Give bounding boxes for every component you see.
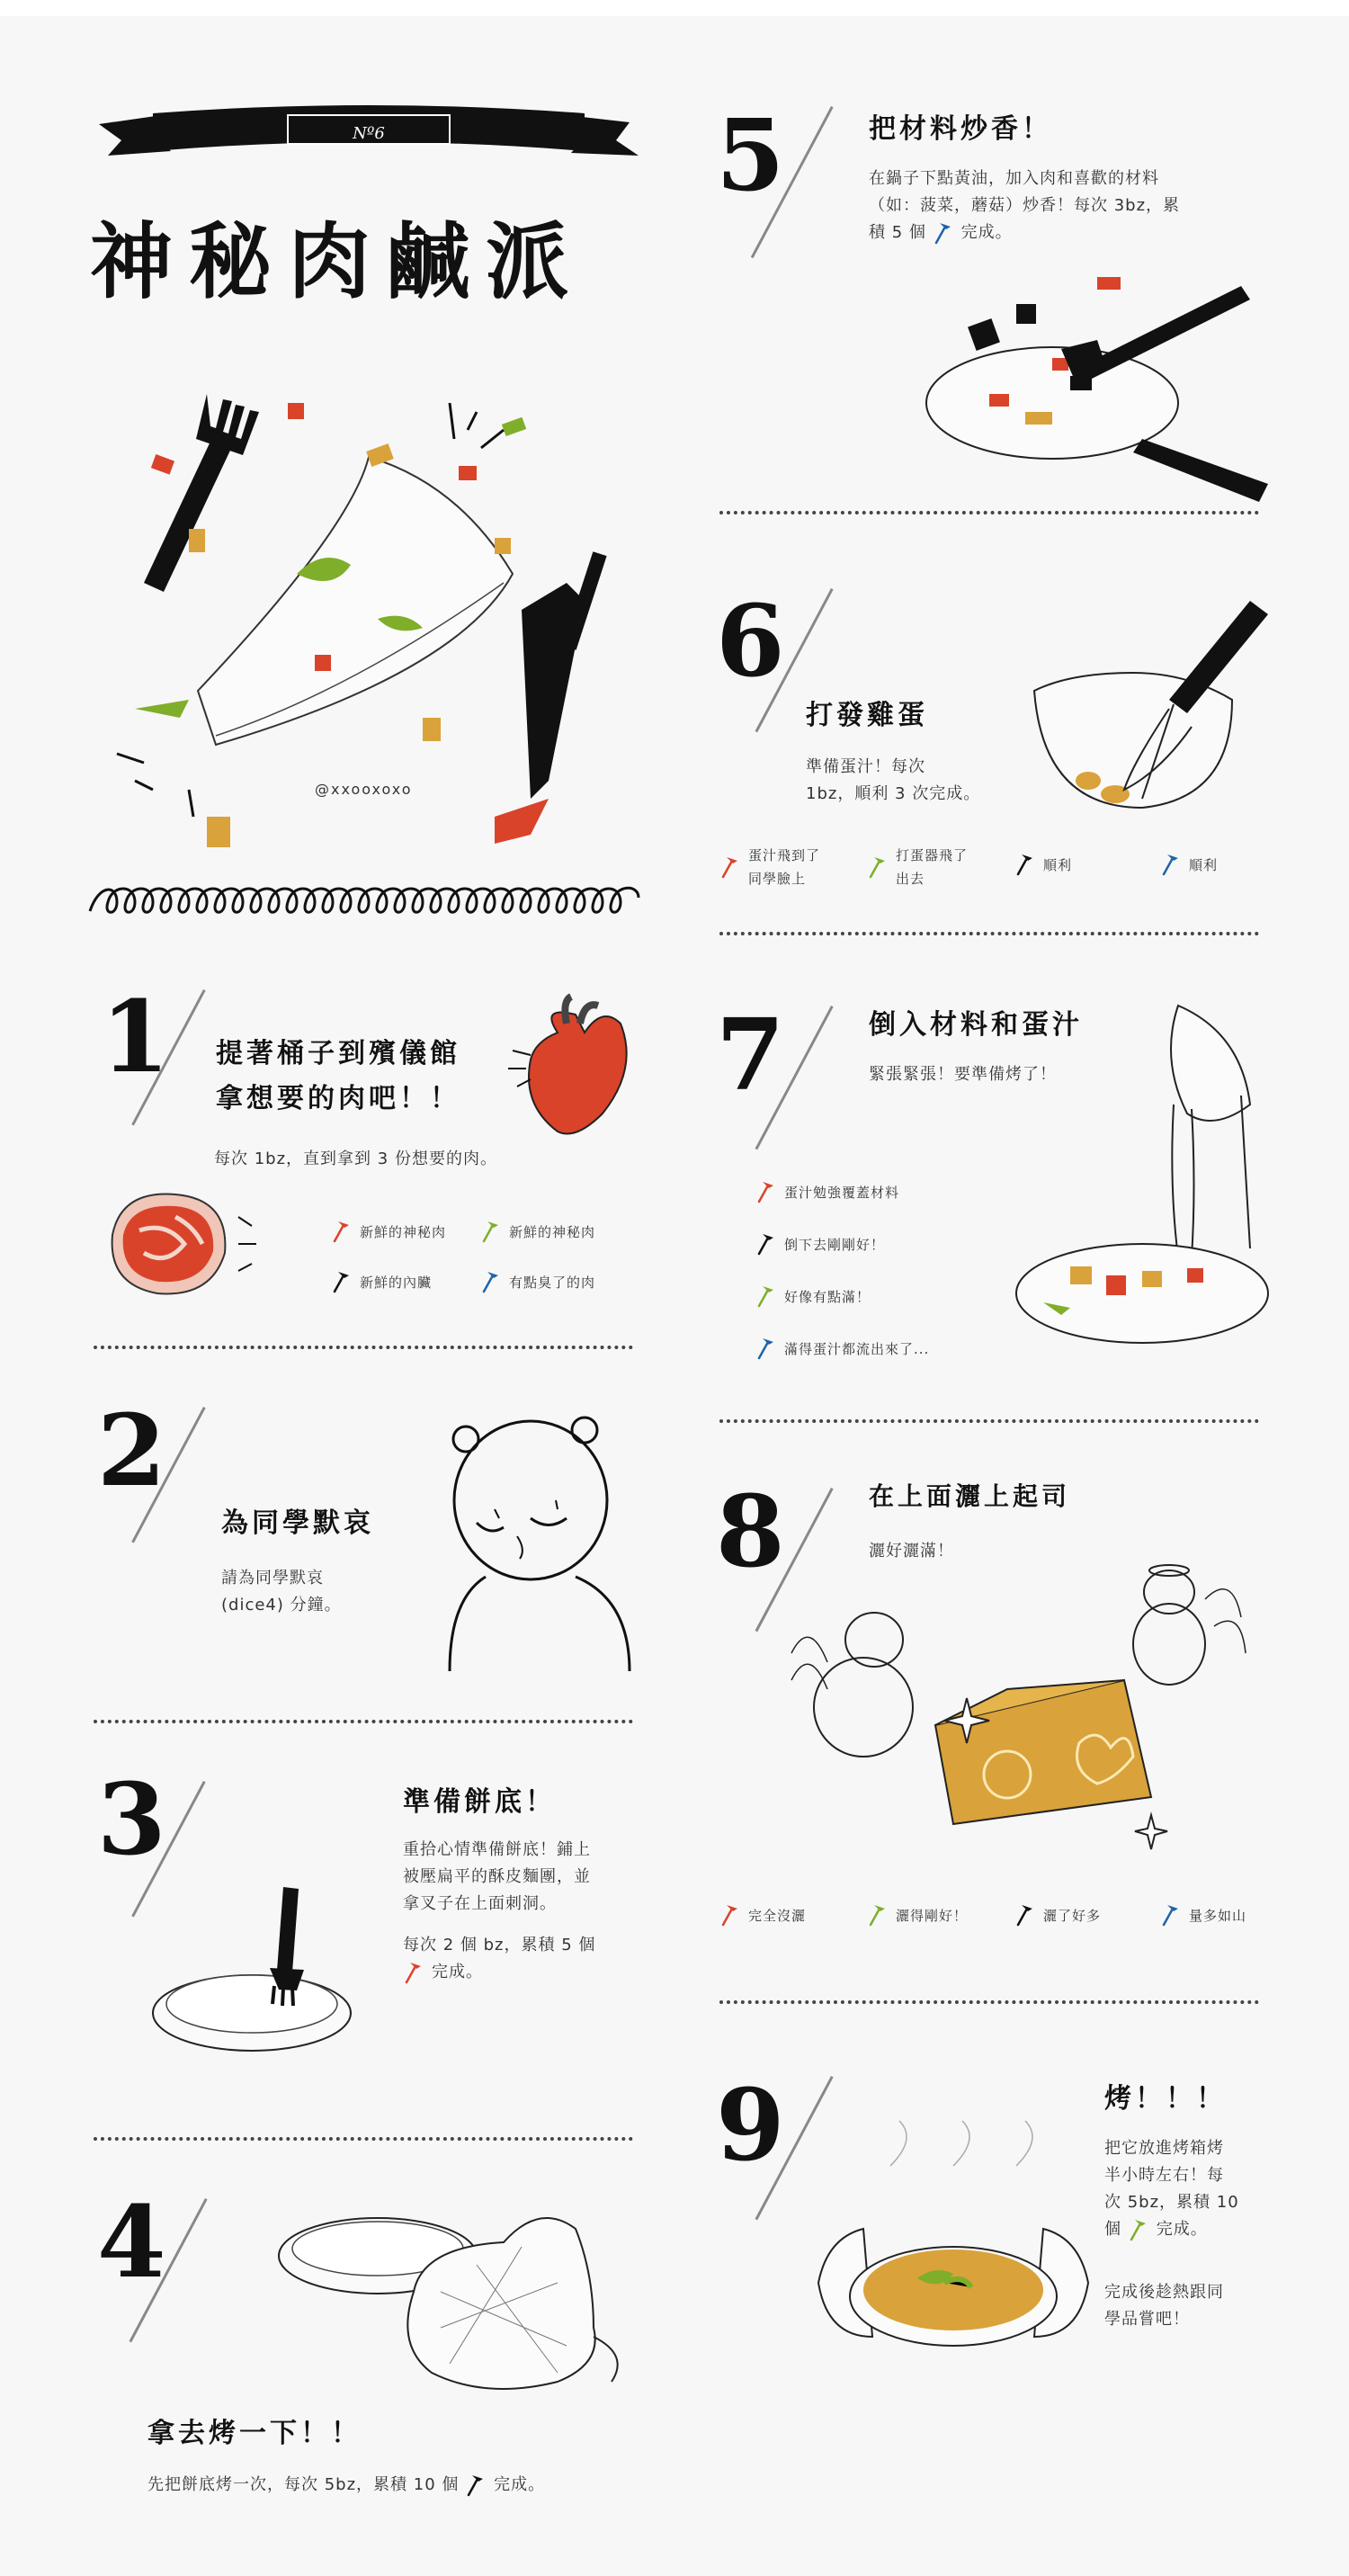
legend-item: 順利 [1014,853,1072,876]
step-body-line5: 完成後趁熱跟同 [1104,2283,1224,2302]
pie-slice-illustration [81,313,657,853]
pushpin-icon [755,1337,775,1360]
step-number: 1 [101,979,170,1095]
squiggle-divider [90,880,648,925]
baked-pie-illustration [809,2130,1097,2400]
step-title: 在上面灑上起司 [869,1481,1071,1511]
step-title: 準備餅底！ [403,1786,556,1818]
pouring-pitcher-illustration [1007,1006,1277,1365]
pushpin-icon [480,1220,500,1243]
step-body-line2: 半小時左右！每 [1104,2166,1224,2185]
legend-item: 打蛋器飛了 出去 [867,844,968,890]
section-divider [94,1720,633,1723]
step-title: 拿去烤一下！！ [147,2418,362,2449]
step-title: 為同學默哀 [221,1507,374,1539]
frying-pan-illustration [917,268,1295,502]
step-number: 9 [716,2067,785,2183]
legend-item: 灑了好多 [1014,1903,1101,1927]
legend-item: 有點臭了的肉 [480,1270,595,1293]
section-divider [719,932,1259,935]
tart-and-oven-mitt-illustration [270,2193,648,2400]
pushpin-icon [755,1284,775,1308]
step-body-line4: 個 完成。 [1104,2216,1208,2243]
artist-credit: @xxooxoxo [315,781,413,798]
legend-item: 蛋汁勉強覆蓋材料 [755,1180,899,1203]
step-body: 灑好灑滿！ [869,1542,954,1561]
legend-item: 倒下去剛剛好！ [755,1232,885,1256]
legend-item: 好像有點滿！ [755,1284,871,1308]
step-body-line2: 被壓扁平的酥皮麵團，並 [403,1867,591,1886]
step-title-line2: 拿想要的肉吧！！ [216,1083,460,1114]
steak-icon [103,1181,256,1307]
step-body-line3: 積 5 個 完成。 [869,219,1013,246]
section-divider [719,511,1259,514]
step-body-line1: 請為同學默哀 [221,1569,324,1588]
step-body-line3: 拿叉子在上面刺洞。 [403,1894,557,1913]
ribbon-text: Nº6 [353,124,385,143]
pushpin-icon [1160,1903,1180,1927]
pushpin-icon [1014,1903,1034,1927]
step-number: 6 [716,583,785,699]
step-body-line1: 在鍋子下點黃油，加入肉和喜歡的材料 [869,169,1159,188]
fork-icon [144,394,259,592]
legend-item: 滿得蛋汁都流出來了... [755,1337,929,1360]
pushpin-icon [1160,853,1180,876]
step-number: 2 [97,1392,166,1508]
pushpin-icon [755,1180,775,1203]
step-body: 緊張緊張！要準備烤了！ [869,1065,1057,1084]
legend-item: 新鮮的內臟 [331,1270,432,1293]
pushpin-icon [1014,853,1034,876]
legend-item: 完全沒灑 [719,1903,806,1927]
pie-slice [198,457,513,745]
whisk-bowl-illustration [1025,592,1277,826]
pushpin-icon [331,1270,351,1293]
step-number: 4 [97,2184,166,2300]
step-body-line2: 1bz，順利 3 次完成。 [806,784,981,803]
step-body-line1: 準備蛋汁！每次 [806,757,925,776]
step-title: 烤！！！ [1104,2083,1227,2115]
section-divider [719,1419,1259,1423]
step-body-line5: 完成。 [403,1959,483,1986]
step-number: 3 [97,1761,166,1877]
anatomical-heart-icon [504,997,648,1149]
legend-item: 新鮮的神秘肉 [480,1220,595,1243]
step-title: 倒入材料和蛋汁 [869,1009,1083,1041]
step-title: 把材料炒香！ [869,113,1052,145]
pushpin-icon [465,2473,485,2497]
step-body-line2: （如：菠菜，蘑菇）炒香！每次 3bz，累 [869,196,1181,215]
page-title: 神秘肉鹹派 [90,213,585,310]
pushpin-icon [331,1220,351,1243]
step-body-line3: 次 5bz，累積 10 [1104,2193,1239,2212]
section-divider [94,2137,633,2141]
legend-item: 灑得剛好！ [867,1903,968,1927]
legend-item: 量多如山 [1160,1903,1246,1927]
pushpin-icon [480,1270,500,1293]
step-body-line1: 把它放進烤箱烤 [1104,2139,1224,2158]
step-number: 7 [716,997,785,1113]
header-illustration [81,88,657,826]
step-title: 打發雞蛋 [806,700,928,731]
step-body: 先把餅底烤一次，每次 5bz，累積 10 個 完成。 [147,2472,545,2499]
knife-icon [522,551,607,799]
step-number: 5 [716,97,785,213]
step-number: 8 [716,1473,785,1589]
angels-and-cheese-illustration [773,1545,1277,1887]
legend-item: 新鮮的神秘肉 [331,1220,446,1243]
section-divider [94,1346,633,1349]
pushpin-icon [403,1961,423,1984]
pushpin-icon [867,1903,887,1927]
step-body-line6: 學品嘗吧！ [1104,2310,1190,2329]
recipe-page [0,16,1349,2576]
pushpin-icon [719,1903,739,1927]
legend-item: 順利 [1160,853,1218,876]
section-divider [719,2000,1259,2004]
legend-item: 蛋汁飛到了 同學臉上 [719,844,820,890]
step-body-line2: (dice4) 分鐘。 [221,1596,342,1614]
pushpin-icon [867,855,887,879]
pushpin-icon [933,221,952,245]
step-body: 每次 1bz，直到拿到 3 份想要的肉。 [214,1149,497,1168]
tart-shell-illustration [144,1869,378,2076]
pushpin-icon [719,855,739,879]
step-title: 提著桶子到殯儀館 [216,1038,460,1069]
pushpin-icon [1128,2218,1148,2241]
pushpin-icon [755,1232,775,1256]
step-body-line1: 重拾心情準備餅底！鋪上 [403,1840,591,1859]
step-body-line4: 每次 2 個 bz，累積 5 個 [403,1936,596,1954]
mourning-bear-illustration [423,1401,639,1671]
